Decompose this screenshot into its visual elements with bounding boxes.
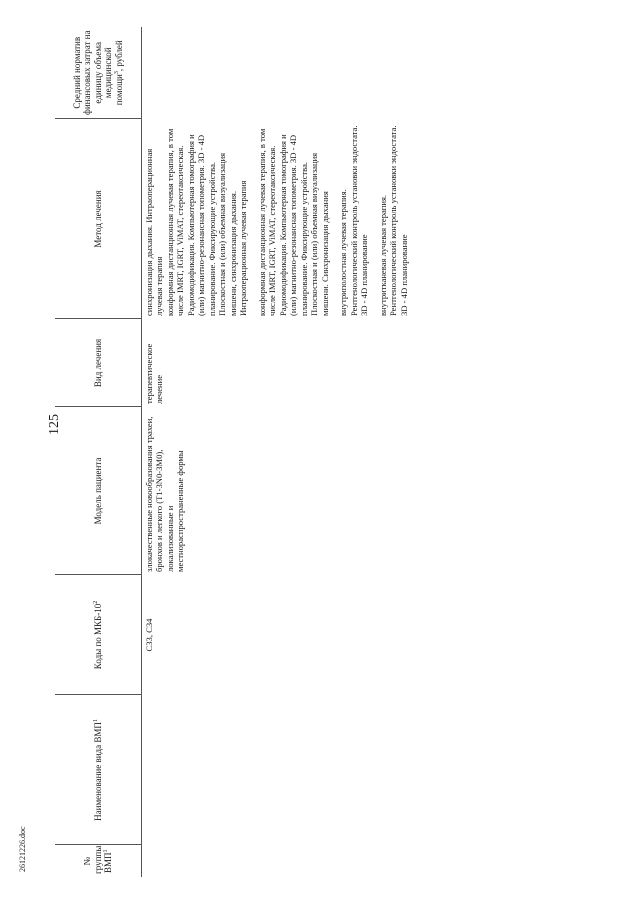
method-item: синхронизация дыхания. Интраоперационная лучевая терапия [144, 148, 165, 316]
table-header-row [55, 27, 142, 877]
footer-filename: 26121226.doc [18, 826, 27, 872]
cell-treatment-type: терапевтическое лечение [144, 343, 165, 404]
header-treatment-type: Вид лечения [55, 319, 142, 407]
treatment-table-wrapper [55, 27, 625, 877]
cell-patient-model: злокачественные новообразования трахеи, бронхов и легкого (Т1-3N0-3M0), локализованные и местнораспространенные формы [144, 416, 186, 572]
method-item: конформная дистанционная лучевая терапия, в том числе IMRT, IGRT, ViMAT, стереотаксическая. Радиомодификация. Компьютерная томография и (или) магнитно-резонансная топометрия. 3D - 4D планирование. Фиксирующие устройства. Плоскостная и (или) объемная визуализация мишени. Синхронизация дыхания [256, 128, 330, 316]
cell-treatment-methods [142, 119, 420, 319]
table-row [142, 27, 420, 877]
treatment-table [55, 27, 419, 877]
header-average-cost: Средний норматив финансовых затрат на единицу объема медицинской помощи$^3$, рублей [55, 27, 142, 119]
header-icd-codes: Коды по МКБ-$10^2$ [55, 575, 142, 695]
header-treatment-method: Метод лечения [55, 119, 142, 319]
cell-name [142, 695, 420, 845]
method-item: конформная дистанционная лучевая терапия, в том числе IMRT, IGRT, ViMAT, стереотаксическая. Радиомодификация. Компьютерная томография и (или) магнитно-резонансная топометрия. 3D - 4D планирование. Фиксирующие устройства. Плоскостная и (или) объемная визуализация мишени, синхронизация дыхания. Интраоперационная лучевая терапия [164, 128, 249, 316]
header-group-number: № группы ВМП$^1$ [55, 845, 142, 877]
cell-cost [142, 27, 420, 119]
method-item: внутритканевая лучевая терапия. Рентгенологический контроль установки эндостата. 3D - 4D планирование [377, 125, 409, 316]
header-patient-model: Модель пациента [55, 407, 142, 575]
cell-codes: С33, С34 [144, 618, 154, 652]
header-vmp-name: Наименование вида ВМП$^1$ [55, 695, 142, 845]
method-item: внутриполостная лучевая терапия. Рентгенологический контроль установки эндостата. 3D - 4D планирование [338, 125, 370, 316]
page-number: 125 [47, 414, 62, 435]
cell-group [142, 845, 420, 877]
